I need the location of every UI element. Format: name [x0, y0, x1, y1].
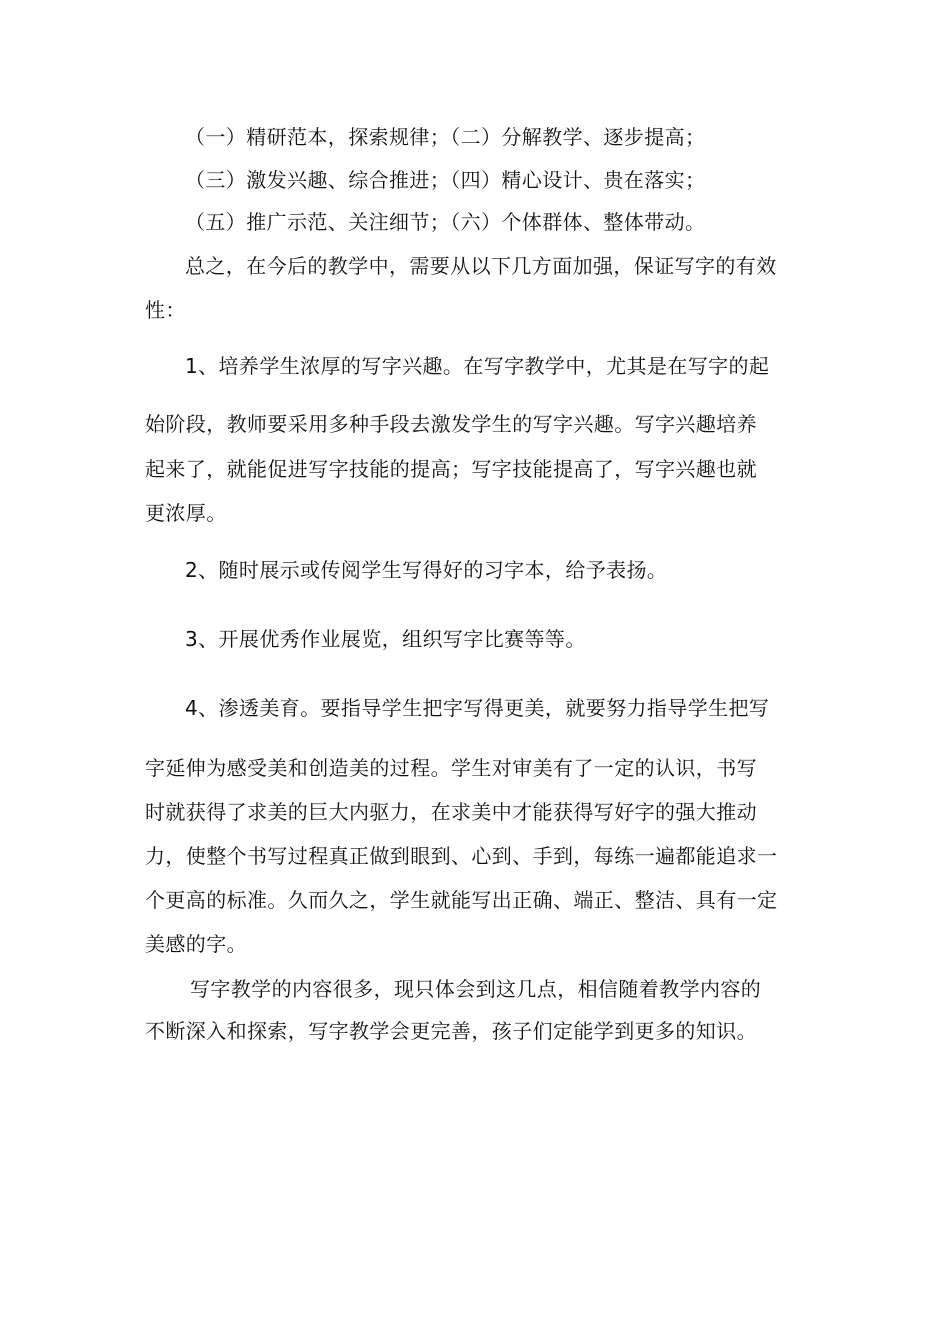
point1-line-1: 1、培养学生浓厚的写字兴趣。在写字教学中，尤其是在写字的起 — [185, 354, 770, 378]
point1-line-2: 始阶段，教师要采用多种手段去激发学生的写字兴趣。写字兴趣培养 — [145, 412, 757, 436]
summary-line-2: 性： — [145, 298, 186, 322]
steps-line-2: （三）激发兴趣、综合推进；（四）精心设计、贵在落实； — [185, 168, 706, 192]
closing-line-2: 不断深入和探索，写字教学会更完善，孩子们定能学到更多的知识。 — [145, 1019, 757, 1043]
point1-line-3: 起来了，就能促进写字技能的提高；写字技能提高了，写字兴趣也就 — [145, 457, 757, 481]
point4-line-6: 美感的字。 — [145, 932, 247, 956]
point4-line-3: 时就获得了求美的巨大内驱力，在求美中才能获得写好字的强大推动 — [145, 800, 757, 824]
point4-line-1: 4、渗透美育。要指导学生把字写得更美，就要努力指导学生把写 — [185, 696, 770, 720]
steps-line-1: （一）精研范本，探索规律；（二）分解教学、逐步提高； — [185, 125, 706, 149]
point4-line-5: 个更高的标准。久而久之，学生就能写出正确、端正、整洁、具有一定 — [145, 888, 778, 912]
point3-line: 3、开展优秀作业展览，组织写字比赛等等。 — [185, 627, 586, 651]
summary-line-1: 总之，在今后的教学中，需要从以下几方面加强，保证写字的有效 — [185, 254, 777, 278]
point1-line-4: 更浓厚。 — [145, 501, 227, 525]
point2-line: 2、随时展示或传阅学生写得好的习字本，给予表扬。 — [185, 558, 668, 582]
point4-line-4: 力，使整个书写过程真正做到眼到、心到、手到，每练一遍都能追求一 — [145, 844, 778, 868]
steps-line-3: （五）推广示范、关注细节；（六）个体群体、整体带动。 — [185, 210, 706, 234]
closing-line-1: 写字教学的内容很多，现只体会到这几点，相信随着教学内容的 — [190, 977, 762, 1001]
point4-line-2: 字延伸为感受美和创造美的过程。学生对审美有了一定的认识，书写 — [145, 756, 757, 780]
